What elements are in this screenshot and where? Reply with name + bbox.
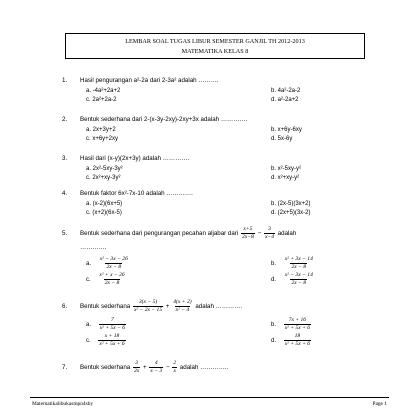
question-5-option-a-label: a. [86,261,92,268]
question-6-option-a-fraction [99,317,126,332]
footer-divider [30,397,389,398]
question-7-fraction-3-denominator: x [173,368,176,374]
question-3-option-a: a. 2x²-5xy-3y² [86,166,123,172]
question-6-plus-sign: + [165,303,170,311]
question-6-option-a [86,317,127,332]
question-5-option-b-denominator: 2x − 8 [291,264,307,270]
question-5-fraction-2-numerator: 3 [268,226,271,232]
question-4-number: 4. [62,190,68,197]
question-6-option-c-label: c. [86,338,91,345]
question-6-option-b-label: b. [271,322,277,329]
question-2-option-d: d. 5x-6y [271,136,293,142]
question-5-fraction-1-numerator: x+5 [243,226,253,232]
question-5-tail: adalah [277,230,297,238]
question-7-fraction-1 [133,360,140,375]
question-5-option-b [271,256,315,271]
worksheet-subtitle: MATEMATIKA KELAS 8 [181,48,249,55]
question-5-fraction-2-denominator: x−4 [264,234,274,240]
question-6-option-d-fraction [284,333,311,348]
question-7-fraction-2-numerator: 4 [154,360,158,366]
question-1-option-b: b. 4a²-2a-2 [271,88,301,94]
question-5-minus-sign: − [257,230,262,238]
question-5-fraction-1 [241,226,255,241]
question-7-text-line [80,360,228,375]
question-6-fraction-2 [172,299,192,314]
question-7-fraction-1-numerator: 3 [135,360,138,366]
question-2-option-c: c. x+6y+2xy [86,136,119,142]
question-5-option-c-numerator: x² + x − 26 [99,272,125,278]
question-2-option-a: a. 2x+3y+2 [86,127,116,133]
footer-page-number: Page 1 [372,401,387,407]
question-7-plus-sign: + [142,364,147,372]
question-6-option-b [271,317,312,332]
question-1-option-d: d. a²-2a+2 [271,97,299,103]
question-4-option-d: d. (2x+5)(3x-2) [271,210,311,216]
question-7-number: 7. [62,364,68,371]
question-7-fraction-2-denominator: x − 3 [150,368,163,374]
question-6-option-b-fraction [284,317,311,332]
question-6-option-a-denominator: x² + 5x − 6 [99,325,126,331]
question-6-option-c-denominator: x² + 5x + 6 [99,341,125,347]
question-7-fraction-2 [149,360,163,375]
question-1-option-a: a. -4a²+2a+2 [86,88,121,94]
question-6-text: Bentuk sederhana [80,303,131,311]
question-6-option-d-numerator: 18 [294,333,301,339]
question-5-option-b-fraction [284,256,314,271]
question-5-option-a-numerator: x² − 3x − 26 [99,256,128,262]
question-6-option-d-denominator: x² + 5x + 6 [284,341,311,347]
question-5-option-b-numerator: x² + 3x − 14 [284,256,313,262]
question-6-number: 6. [62,303,68,310]
question-5-option-d-numerator: x² − 3x − 14 [284,272,313,278]
question-2-number: 2. [62,116,68,123]
question-5-option-a-fraction [99,256,129,271]
question-1-number: 1. [62,77,68,84]
question-6-fraction-2-numerator: 4(x + 2) [173,299,192,305]
question-5-option-c [86,272,127,287]
question-7-minus-sign: − [165,364,170,372]
question-4-text: Bentuk faktor 6x²-7x-10 adalah …………. [80,190,193,197]
question-7-fraction-3 [172,360,177,375]
question-6-fraction-1-numerator: 3(x − 5) [138,299,158,305]
question-2-option-b: b. x+6y-6xy [271,127,302,133]
question-6-option-b-denominator: x² + 5x + 6 [284,325,311,331]
question-6-option-c-numerator: x + 18 [104,333,120,339]
question-3-option-d: d. x²+xy-y² [271,175,300,181]
question-3-option-c: c. 2x²+xy-3y² [86,175,121,181]
question-5-option-d [271,272,315,287]
question-5-option-a [86,256,130,271]
question-3-option-b: b. x²-5xy-y² [271,166,301,172]
question-5-text: Bentuk sederhana dari pengurangan pecahan aljabar dari [80,230,239,238]
question-3-text: Hasil dari (x-y)(2x+3y) adalah …………. [80,155,190,162]
worksheet-header-box [65,33,365,59]
question-5-text-line [80,226,296,241]
question-6-fraction-1-denominator: x² − 2x − 15 [133,307,163,313]
question-5-number: 5. [62,230,68,237]
question-6-fraction-2-denominator: x² − 4 [175,307,190,313]
question-5-dots: …………. [80,244,107,251]
question-5-option-c-fraction [98,272,125,287]
question-5-option-d-fraction [284,272,314,287]
question-6-text-line [80,299,242,314]
question-7-fraction-1-denominator: 2x [133,368,140,374]
question-2-text: Bentuk sederhana dari 2-(x-3y-2xy)-2xy+3x adalah …………. [80,116,248,123]
question-6-option-d [271,333,312,348]
question-4-option-c: c. (x+2)(6x-5) [86,210,122,216]
question-6-option-d-label: d. [271,338,277,345]
question-5-option-c-label: c. [86,277,91,284]
question-5-option-a-denominator: 2x − 8 [106,264,122,270]
question-6-option-a-numerator: 7 [110,317,114,323]
question-7-text: Bentuk sederhana [80,364,131,372]
question-1-option-c: c. 2a²+2a-2 [86,97,117,103]
question-7-fraction-3-numerator: 2 [173,360,177,366]
question-5-option-c-denominator: 2x − 8 [104,280,120,286]
footer-left-text: Matematikalibukasmpn4sby [32,401,94,407]
question-1-text: Hasil pengurangan a²-2a dari 2-3a² adalah ………. [80,77,219,84]
question-5-option-d-denominator: 2x − 8 [291,280,307,286]
worksheet-title: LEMBAR SOAL TUGAS LIBUR SEMESTER GANJIL TH 2012-2013 [125,38,305,45]
question-6-option-b-numerator: 7x + 16 [288,317,307,323]
question-4-option-b: b. (2x-5)(3x+2) [271,201,311,207]
question-5-option-d-label: d. [271,277,277,284]
question-6-tail: adalah …………. [195,303,243,311]
question-6-option-c [86,333,127,348]
question-6-fraction-1 [133,299,163,314]
question-7-tail: adalah ………….. [179,364,229,372]
question-5-fraction-1-denominator: 2x−8 [241,234,254,240]
question-6-option-a-label: a. [86,322,92,329]
question-5-option-b-label: b. [271,261,277,268]
question-3-number: 3. [62,155,68,162]
question-5-fraction-2 [264,226,275,241]
question-4-option-a: a. (x-2)(6x+5) [86,201,123,207]
question-6-option-c-fraction [98,333,125,348]
